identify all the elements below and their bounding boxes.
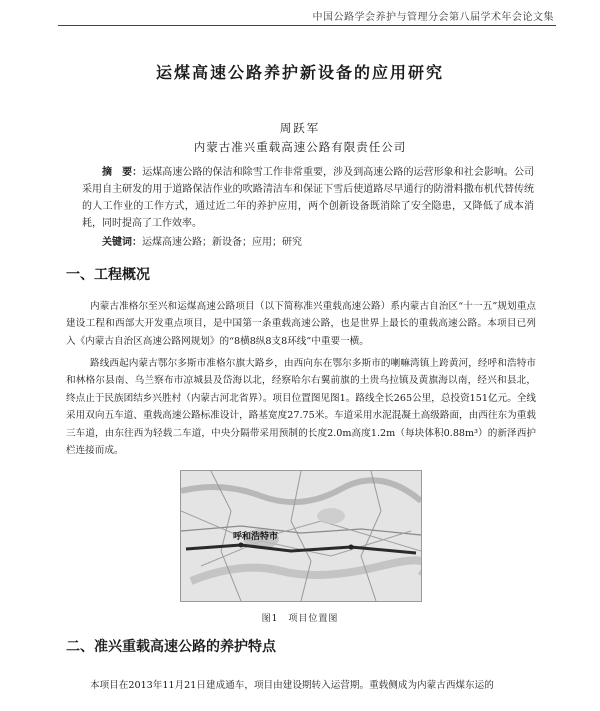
keywords-text: 运煤高速公路；新设备；应用；研究 xyxy=(142,237,302,248)
map-graphic xyxy=(181,471,421,601)
header-rule xyxy=(58,25,556,26)
abstract xyxy=(82,164,534,232)
figure-caption: 图1 项目位置图 xyxy=(261,614,339,624)
author-affiliation: 内蒙古准兴重载高速公路有限责任公司 xyxy=(193,140,407,154)
abstract-label: 摘 要： xyxy=(102,167,143,178)
running-head: 中国公路学会养护与管理分会第八届学术年会论文集 xyxy=(312,12,554,23)
keywords-label: 关键词： xyxy=(102,237,142,248)
section1-paragraph-1: 内蒙古准格尔至兴和运煤高速公路项目（以下简称准兴重载高速公路）系内蒙古自治区“十一五”规划重点建设工程和西部大开发重点项目，是中国第一条重载高速公路，也是世界上最长的重载高速公路。本项目已列入《内蒙古自治区高速公路网规划》的“8横8纵8支8环线”中重要一横。 xyxy=(66,301,536,347)
section2-paragraph-1: 本项目在2013年11月21日建成通车，项目由建设期转入运营期。重载侧成为内蒙古西煤东运的 xyxy=(90,680,494,691)
keywords xyxy=(102,233,534,248)
paper-title: 运煤高速公路养护新设备的应用研究 xyxy=(155,63,444,82)
section-heading-2: 二、准兴重载高速公路的养护特点 xyxy=(66,639,276,655)
project-location-map xyxy=(180,470,422,602)
abstract-text: 运煤高速公路的保洁和除雪工作非常重要，涉及到高速公路的运营形象和社会影响。公司采用自主研发的用于道路保洁作业的吹路清洁车和保证下雪后使道路尽早通行的防滑料撒布机代替传统的人工作业的工作方式，通过近二年的养护应用，两个创新设备既消除了安全隐患，又降低了成本消耗，同时提高了工作效率。 xyxy=(82,167,535,229)
map-city-label: 呼和浩特市 xyxy=(233,532,279,542)
author-name: 周跃军 xyxy=(279,121,321,135)
section1-paragraph-2: 路线西起内蒙古鄂尔多斯市准格尔旗大路乡，由西向东在鄂尔多斯市的喇嘛湾镇上跨黄河，经呼和浩特市和林格尔县南、乌兰察布市凉城县及岱海以北，经察哈尔右翼前旗的土贵乌拉镇及黄旗海以南，经兴和县北，终点止于民族团结乡兴胜村（内蒙古河北省界）。项目位置图见图1。路线全长265公里，总投资151亿元。全线采用双向五车道、重载高速公路标准设计，路基宽度27.75米。车道采用水泥混凝土高级路面，由西往东为重载三车道，由东往西为轻载二车道，中央分隔带采用预制的长度2.0m高度1.2m（每块体积0.88m³）的新泽西护栏连接而成。 xyxy=(66,358,536,457)
section-heading-1: 一、工程概况 xyxy=(66,267,150,283)
